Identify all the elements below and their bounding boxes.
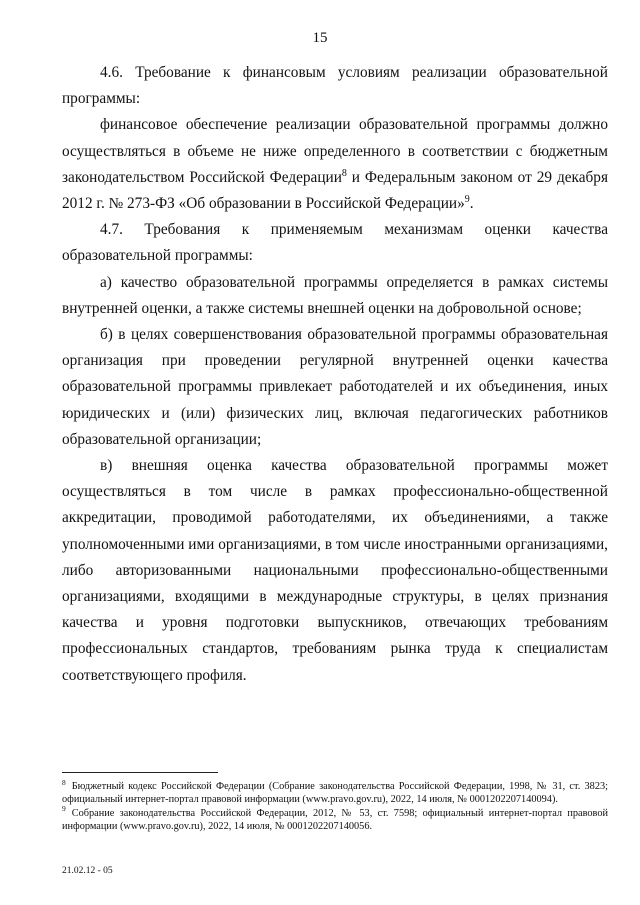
- document-body: [62, 60, 608, 689]
- paragraph-text: .: [469, 195, 474, 213]
- footnote-8: [62, 777, 608, 807]
- paragraph-item-a: а) качество образовательной программы определяется в рамках системы внутренней оценки, а также системы внешней оценки на добровольной основе;: [62, 273, 608, 317]
- footnote-text: Бюджетный кодекс Российской Федерации (Собрание законодательства Российской Федерации, 1998, № 31, ст. 3823; официальный интернет-портал правовой информации (www.pravo.gov.ru), 2022, 14 июля, № 0001202207140094).: [62, 781, 608, 806]
- document-code: 21.02.12 - 05: [62, 866, 113, 876]
- footnote-9: [62, 804, 608, 834]
- paragraph-item-c: в) внешняя оценка качества образовательной программы может осуществляться в том числе в рамках профессионально-общественной аккредитации, проводимой работодателями, их объединениями, а также уполномоченными ими организациями, в том числе иностранными организациями, либо авторизованными национальными профессионально-общественными организациями, входящими в международные структуры, в целях признания качества и уровня подготовки выпускников, отвечающих требованиям профессиональных стандартов, требованиям рынка труда к специалистам соответствующего профиля.: [62, 457, 608, 684]
- paragraph-financial-support: [62, 112, 608, 217]
- page-number: 15: [312, 30, 328, 46]
- paragraph-4-6-heading: 4.6. Требование к финансовым условиям реализации образовательной программы:: [62, 64, 608, 108]
- footnote-reference: 9: [464, 193, 470, 205]
- paragraph-item-b: б) в целях совершенствования образовательной программы образовательная организация при проведении регулярной внутренней оценки качества образовательной программы привлекает работодателей и их объединения, иных юридических и (или) физических лиц, включая педагогических работников образовательной организации;: [62, 326, 608, 448]
- paragraph-text: и Федеральным законом от 29 декабря 2012 г. № 273-ФЗ «Об образовании в Российской Федерации»: [62, 168, 608, 213]
- footnote-text: Собрание законодательства Российской Федерации, 2012, № 53, ст. 7598; официальный интернет-портал правовой информации (www.pravo.gov.ru), 2022, 14 июля, № 0001202207140056.: [62, 807, 608, 833]
- paragraph-4-7-heading: 4.7. Требования к применяемым механизмам оценки качества образовательной программы:: [62, 221, 608, 265]
- footnote-divider: [62, 772, 218, 773]
- footnote-marker: 9: [62, 804, 66, 814]
- footnote-marker: 8: [62, 777, 66, 787]
- paragraph-text: финансовое обеспечение реализации образовательной программы должно осуществляться в объеме не ниже определенного в соответствии с бюджетным законодательством Российской Федерации: [62, 116, 608, 186]
- footnote-reference: 8: [341, 167, 347, 179]
- footnotes: [62, 777, 608, 834]
